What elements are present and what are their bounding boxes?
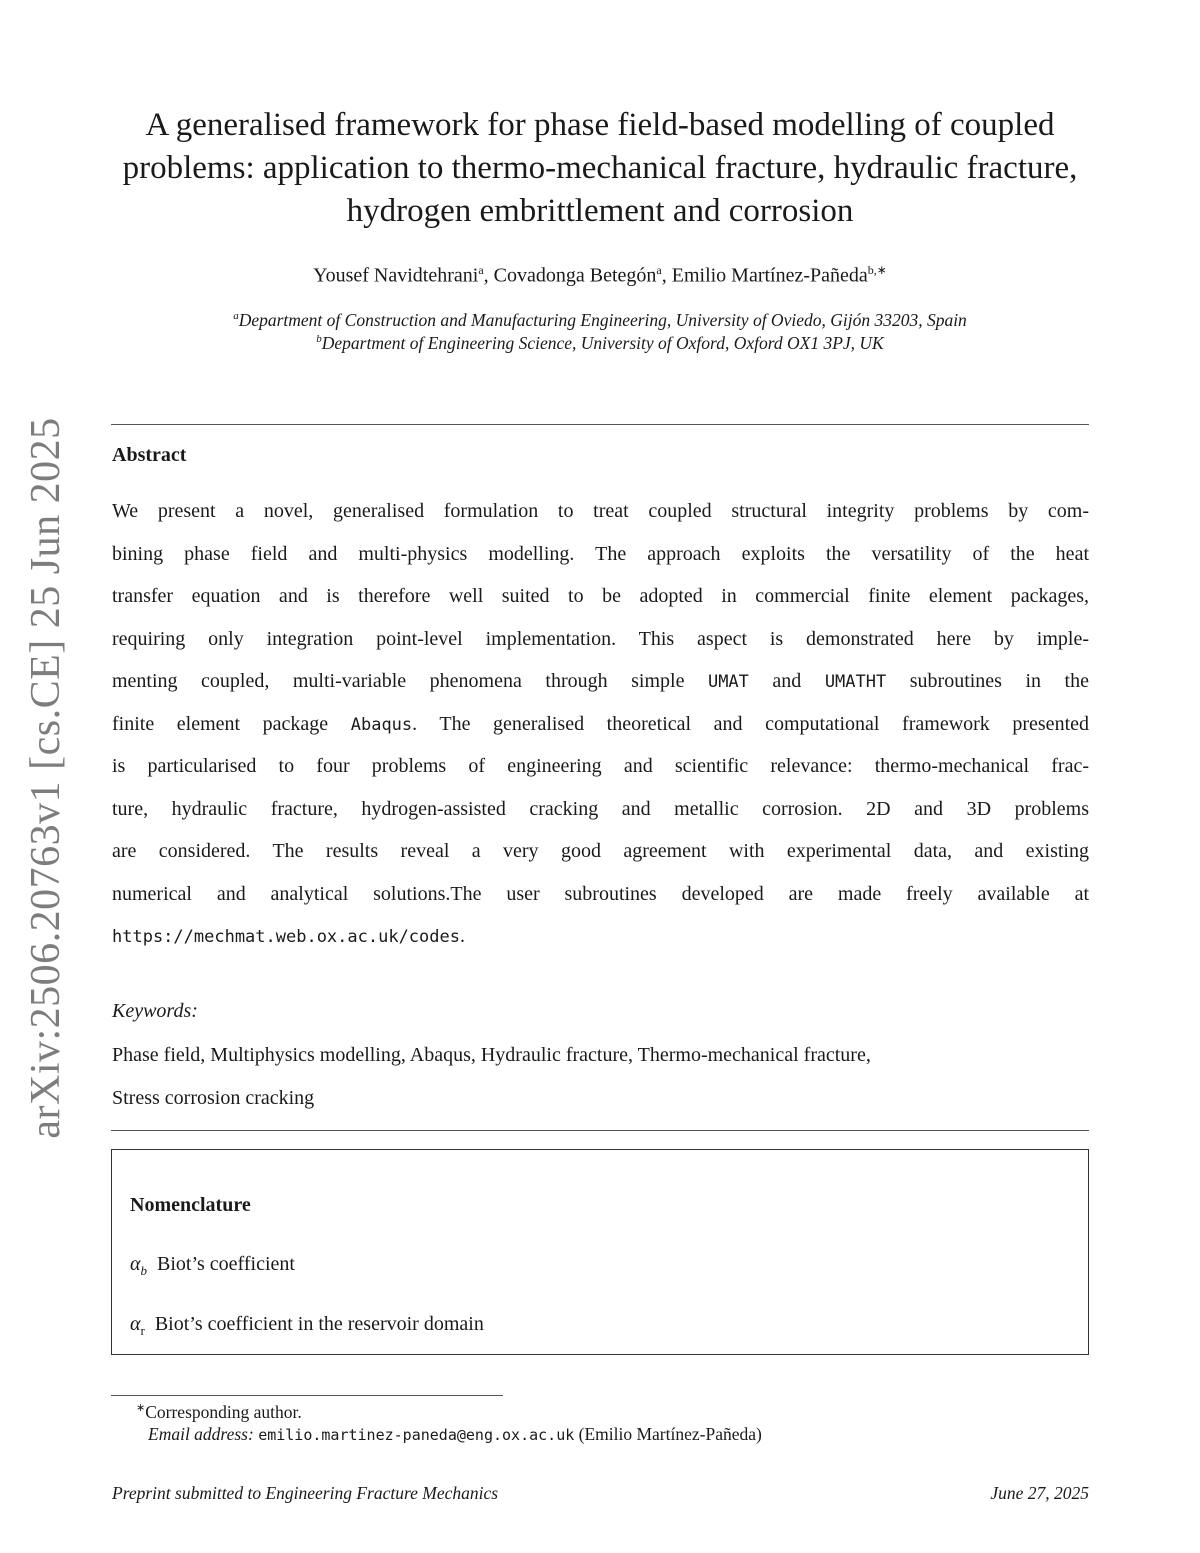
abstract-line: bining phase field and multi-physics modelling. The approach exploits the versatility of the heat bbox=[112, 542, 1089, 565]
affil-mark: b bbox=[316, 333, 322, 346]
affil-text: Department of Construction and Manufacturing Engineering, University of Oviedo, Gijón 33203, Spain bbox=[238, 310, 967, 330]
symbol-subscript: b bbox=[140, 1263, 147, 1278]
abstract-text bbox=[112, 490, 1089, 958]
author-separator: , bbox=[661, 264, 672, 287]
text-run: . The generalised theoretical and computational framework presented bbox=[412, 712, 1089, 735]
nomenclature-symbol bbox=[130, 1313, 145, 1338]
codes-url-link[interactable]: https://mechmat.web.ox.ac.uk/codes bbox=[112, 927, 460, 947]
affiliation-a bbox=[100, 310, 1100, 331]
author-affil-mark: a bbox=[656, 263, 662, 277]
author-separator: , bbox=[483, 264, 494, 287]
code-umat: UMAT bbox=[707, 672, 749, 692]
text-run: subroutines in the bbox=[886, 670, 1089, 692]
nomenclature-box bbox=[111, 1149, 1089, 1355]
affil-text: Department of Engineering Science, University of Oxford, Oxford OX1 3PJ, UK bbox=[321, 333, 884, 353]
nomenclature-symbol bbox=[130, 1253, 147, 1278]
symbol-base: α bbox=[130, 1313, 141, 1335]
abstract-line: numerical and analytical solutions.The user subroutines developed are made freely available at bbox=[112, 882, 1089, 905]
keywords-list bbox=[112, 1034, 1089, 1119]
footer-date: June 27, 2025 bbox=[990, 1483, 1089, 1503]
nomenclature-item bbox=[130, 1313, 484, 1339]
text-run: menting coupled, multi-variable phenomena through simple bbox=[112, 670, 708, 692]
abstract-line: transfer equation and is therefore well suited to be adopted in commercial finite element packages, bbox=[112, 585, 1089, 607]
paper-title bbox=[100, 104, 1100, 233]
abstract-line bbox=[112, 660, 1089, 703]
author-affil-mark: a bbox=[478, 263, 484, 277]
footnote-mark: ∗ bbox=[136, 1402, 146, 1414]
footnote-rule bbox=[111, 1395, 503, 1396]
footnote-email bbox=[148, 1424, 762, 1445]
footnote-text: Corresponding author. bbox=[145, 1401, 302, 1422]
author-name: Covadonga Betegón bbox=[493, 264, 657, 287]
email-owner: (Emilio Martínez-Pañeda) bbox=[578, 1424, 762, 1444]
email-link[interactable]: emilio.martinez-paneda@eng.ox.ac.uk bbox=[258, 1426, 575, 1444]
keywords-line: Stress corrosion cracking bbox=[112, 1086, 315, 1109]
text-run: finite element package bbox=[112, 712, 351, 735]
abstract-line: ture, hydraulic fracture, hydrogen-assisted cracking and metallic corrosion. 2D and 3D problems bbox=[112, 797, 1089, 820]
divider-top bbox=[111, 424, 1089, 425]
title-line: A generalised framework for phase field-based modelling of coupled bbox=[145, 107, 1055, 143]
arxiv-side-identifier bbox=[16, 416, 76, 1139]
nomenclature-item bbox=[130, 1253, 295, 1279]
arxiv-id-text: arXiv:2506.20763v1 [cs.CE] 25 Jun 2025 bbox=[23, 416, 69, 1139]
affiliation-b bbox=[100, 333, 1100, 354]
abstract-line: We present a novel, generalised formulation to treat coupled structural integrity problems by com- bbox=[112, 500, 1089, 522]
nomenclature-desc: Biot’s coefficient bbox=[157, 1253, 295, 1275]
keywords-heading: Keywords: bbox=[112, 1000, 198, 1022]
text-run: and bbox=[748, 670, 825, 692]
divider-bottom bbox=[111, 1130, 1089, 1131]
abstract-line bbox=[112, 915, 1089, 958]
symbol-subscript: r bbox=[140, 1323, 145, 1338]
code-umatht: UMATHT bbox=[824, 672, 887, 692]
author-name: Emilio Martínez-Pañeda bbox=[671, 264, 868, 287]
abstract-line: requiring only integration point-level implementation. This aspect is demonstrated here by imple- bbox=[112, 627, 1089, 650]
email-label: Email address: bbox=[148, 1424, 254, 1444]
keywords-line: Phase field, Multiphysics modelling, Abaqus, Hydraulic fracture, Thermo-mechanical fracture, bbox=[112, 1044, 871, 1066]
code-abaqus: Abaqus bbox=[350, 714, 413, 735]
abstract-line bbox=[112, 703, 1089, 746]
author-affil-mark: b,∗ bbox=[867, 263, 887, 277]
affil-mark: a bbox=[233, 310, 239, 323]
text-run: . bbox=[460, 925, 465, 947]
nomenclature-heading: Nomenclature bbox=[130, 1194, 251, 1216]
symbol-base: α bbox=[130, 1253, 141, 1275]
title-line: problems: application to thermo-mechanical fracture, hydraulic fracture, bbox=[122, 150, 1078, 186]
title-line: hydrogen embrittlement and corrosion bbox=[346, 193, 854, 229]
author-list bbox=[100, 263, 1100, 288]
footer-journal: Preprint submitted to Engineering Fracture Mechanics bbox=[112, 1483, 499, 1503]
author-name: Yousef Navidtehrani bbox=[313, 264, 479, 287]
footnote-corresponding bbox=[136, 1401, 302, 1423]
abstract-heading: Abstract bbox=[112, 444, 187, 466]
abstract-line: are considered. The results reveal a very good agreement with experimental data, and existing bbox=[112, 840, 1089, 862]
nomenclature-desc: Biot’s coefficient in the reservoir domain bbox=[154, 1313, 484, 1335]
abstract-line: is particularised to four problems of engineering and scientific relevance: thermo-mechanical frac- bbox=[112, 755, 1089, 777]
